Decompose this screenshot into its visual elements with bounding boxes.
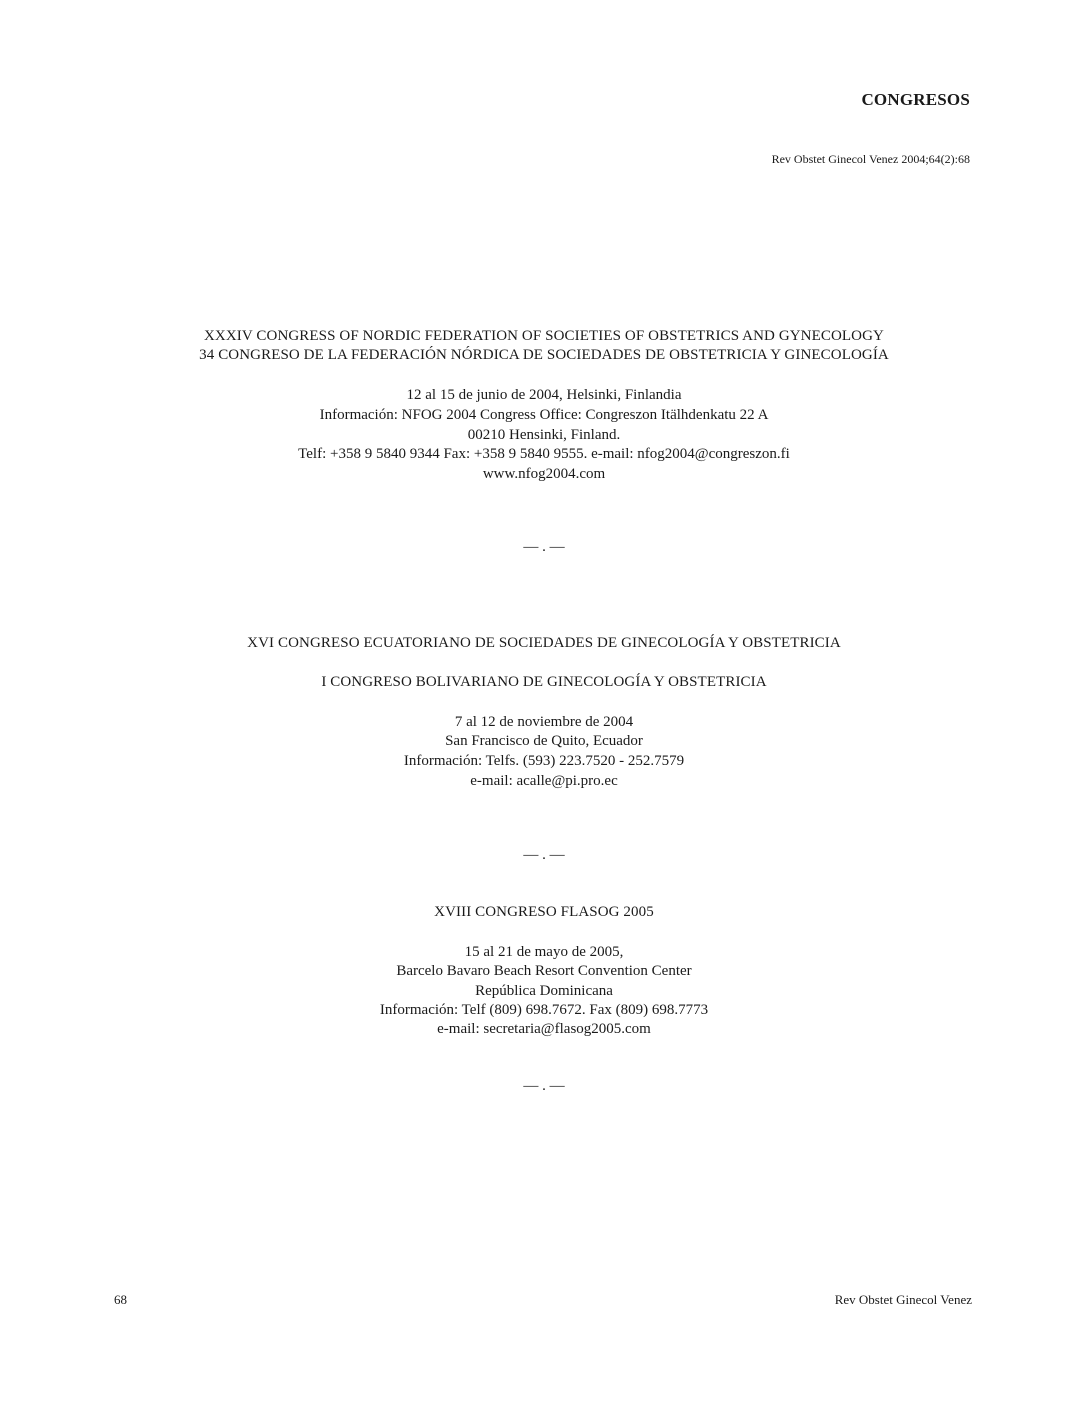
- event-info-line: 12 al 15 de junio de 2004, Helsinki, Finlandia: [406, 387, 682, 403]
- event-title: XVIII CONGRESO FLASOG 2005: [434, 904, 654, 920]
- footer-journal: Rev Obstet Ginecol Venez: [834, 1292, 972, 1307]
- event-info-line: 15 al 21 de mayo de 2005,: [464, 944, 624, 960]
- event-info-line: República Dominicana: [475, 983, 613, 999]
- event-title: I CONGRESO BOLIVARIANO DE GINECOLOGÍA Y OBSTETRICIA: [321, 674, 767, 690]
- event-title: XXXIV CONGRESS OF NORDIC FEDERATION OF SOCIETIES OF OBSTETRICS AND GYNECOLOGY: [204, 328, 884, 344]
- event-website-link[interactable]: www.nfog2004.com: [482, 466, 606, 482]
- separator: — . —: [523, 847, 565, 863]
- event-email[interactable]: e-mail: secretaria@flasog2005.com: [437, 1021, 651, 1037]
- event-info-line: San Francisco de Quito, Ecuador: [445, 733, 643, 749]
- event-info-line: Información: Telf (809) 698.7672. Fax (809) 698.7773: [379, 1002, 709, 1018]
- separator: — . —: [523, 1078, 565, 1094]
- citation-header: Rev Obstet Ginecol Venez 2004;64(2):68: [771, 152, 970, 166]
- event-info-line: Información: NFOG 2004 Congress Office: Congreszon Itälhdenkatu 22 A: [319, 407, 769, 423]
- event-info-line: 00210 Hensinki, Finland.: [467, 427, 621, 443]
- event-info-line: Barcelo Bavaro Beach Resort Convention Center: [396, 963, 692, 979]
- separator: — . —: [523, 539, 565, 555]
- page-number: 68: [114, 1292, 127, 1307]
- event-title: 34 CONGRESO DE LA FEDERACIÓN NÓRDICA DE SOCIEDADES DE OBSTETRICIA Y GINECOLOGÍA: [199, 347, 889, 363]
- event-email[interactable]: e-mail: acalle@pi.pro.ec: [470, 773, 618, 789]
- event-info-line: Información: Telfs. (593) 223.7520 - 252.7579: [403, 753, 685, 769]
- event-info-line: 7 al 12 de noviembre de 2004: [454, 714, 634, 730]
- event-info-line: Telf: +358 9 5840 9344 Fax: +358 9 5840 9555. e-mail: nfog2004@congreszon.fi: [298, 446, 790, 462]
- section-label: CONGRESOS: [861, 90, 970, 109]
- event-title: XVI CONGRESO ECUATORIANO DE SOCIEDADES DE GINECOLOGÍA Y OBSTETRICIA: [247, 635, 841, 651]
